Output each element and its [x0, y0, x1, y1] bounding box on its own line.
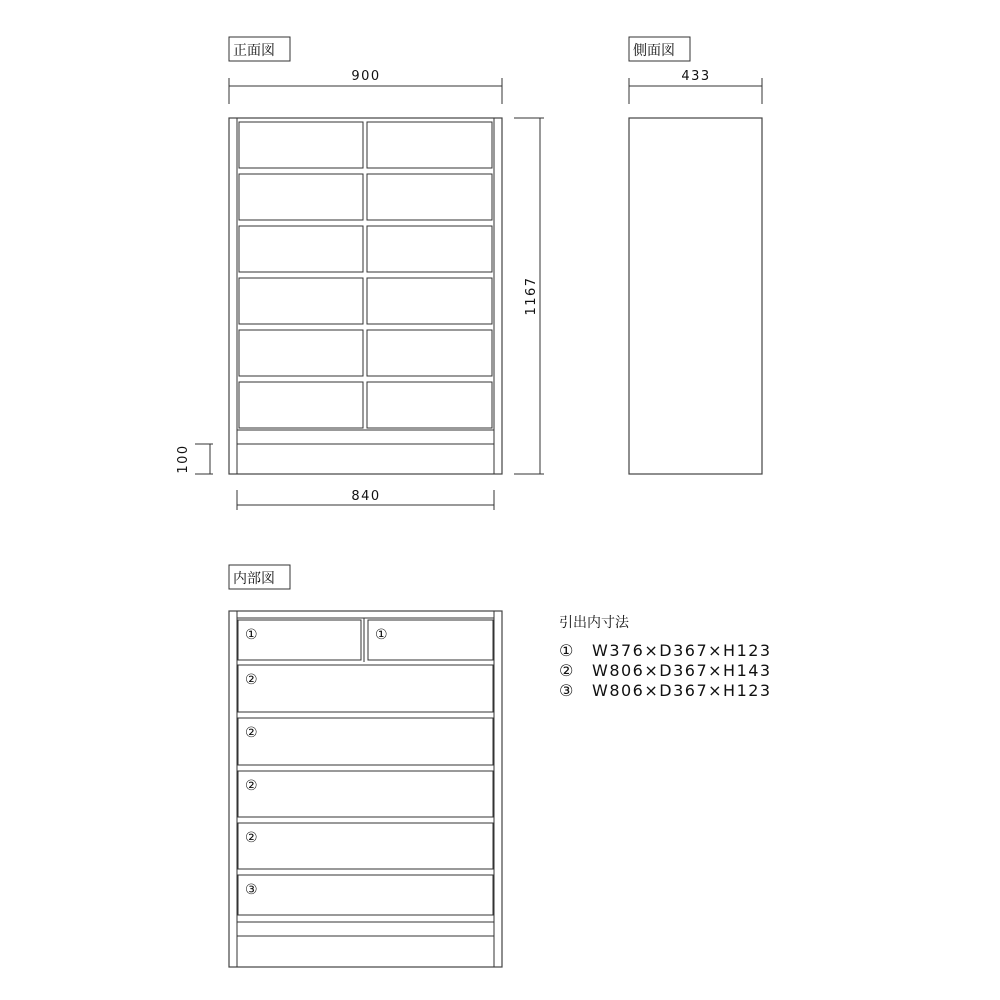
- front-drawer: [367, 382, 492, 428]
- front-drawer: [367, 122, 492, 168]
- base-height-value: 100: [176, 444, 191, 474]
- marker-1-left: ①: [245, 627, 258, 643]
- front-drawer: [239, 330, 363, 376]
- front-view-title: 正面図: [233, 43, 275, 59]
- marker-2: ②: [245, 672, 258, 688]
- side-view: [629, 37, 762, 474]
- drawer-specs: [559, 614, 772, 700]
- spec-marker-3: ③: [559, 681, 575, 700]
- front-drawer: [239, 174, 363, 220]
- front-drawer: [239, 382, 363, 428]
- front-drawer: [367, 330, 492, 376]
- spec-marker-1: ①: [559, 641, 575, 660]
- height-value: 1167: [524, 276, 539, 316]
- interior-drawer-3: [238, 718, 493, 765]
- front-width-dimension: [229, 69, 502, 104]
- front-drawer: [367, 226, 492, 272]
- interior-view: [229, 565, 502, 967]
- drawer-specs-title: 引出内寸法: [559, 615, 629, 631]
- spec-text-1: W376×D367×H123: [592, 641, 772, 660]
- front-width-value: 900: [351, 69, 381, 84]
- marker-3: ②: [245, 725, 258, 741]
- spec-text-3: W806×D367×H123: [592, 681, 772, 700]
- front-drawers: [239, 122, 492, 428]
- inner-width-value: 840: [351, 489, 381, 504]
- front-drawer: [239, 278, 363, 324]
- marker-5: ②: [245, 830, 258, 846]
- height-dimension: [514, 118, 544, 474]
- interior-drawer-5: [238, 823, 493, 869]
- side-view-title: 側面図: [633, 43, 675, 59]
- front-cabinet: [229, 118, 502, 474]
- interior-drawer-2: [238, 665, 493, 712]
- interior-drawer-4: [238, 771, 493, 817]
- front-drawer: [367, 174, 492, 220]
- front-drawer: [367, 278, 492, 324]
- inner-width-dimension: [237, 489, 494, 510]
- spec-text-2: W806×D367×H143: [592, 661, 772, 680]
- side-cabinet: [629, 118, 762, 474]
- front-drawer: [239, 226, 363, 272]
- interior-view-title: 内部図: [233, 571, 275, 587]
- marker-6: ③: [245, 882, 258, 898]
- marker-1-right: ①: [375, 627, 388, 643]
- interior-drawer-6: [238, 875, 493, 915]
- side-depth-value: 433: [681, 69, 711, 84]
- interior-cabinet: [229, 611, 502, 967]
- front-drawer: [239, 122, 363, 168]
- base-height-dimension: [176, 444, 213, 474]
- side-depth-dimension: [629, 69, 762, 104]
- front-view: [176, 37, 544, 510]
- marker-4: ②: [245, 778, 258, 794]
- spec-marker-2: ②: [559, 661, 575, 680]
